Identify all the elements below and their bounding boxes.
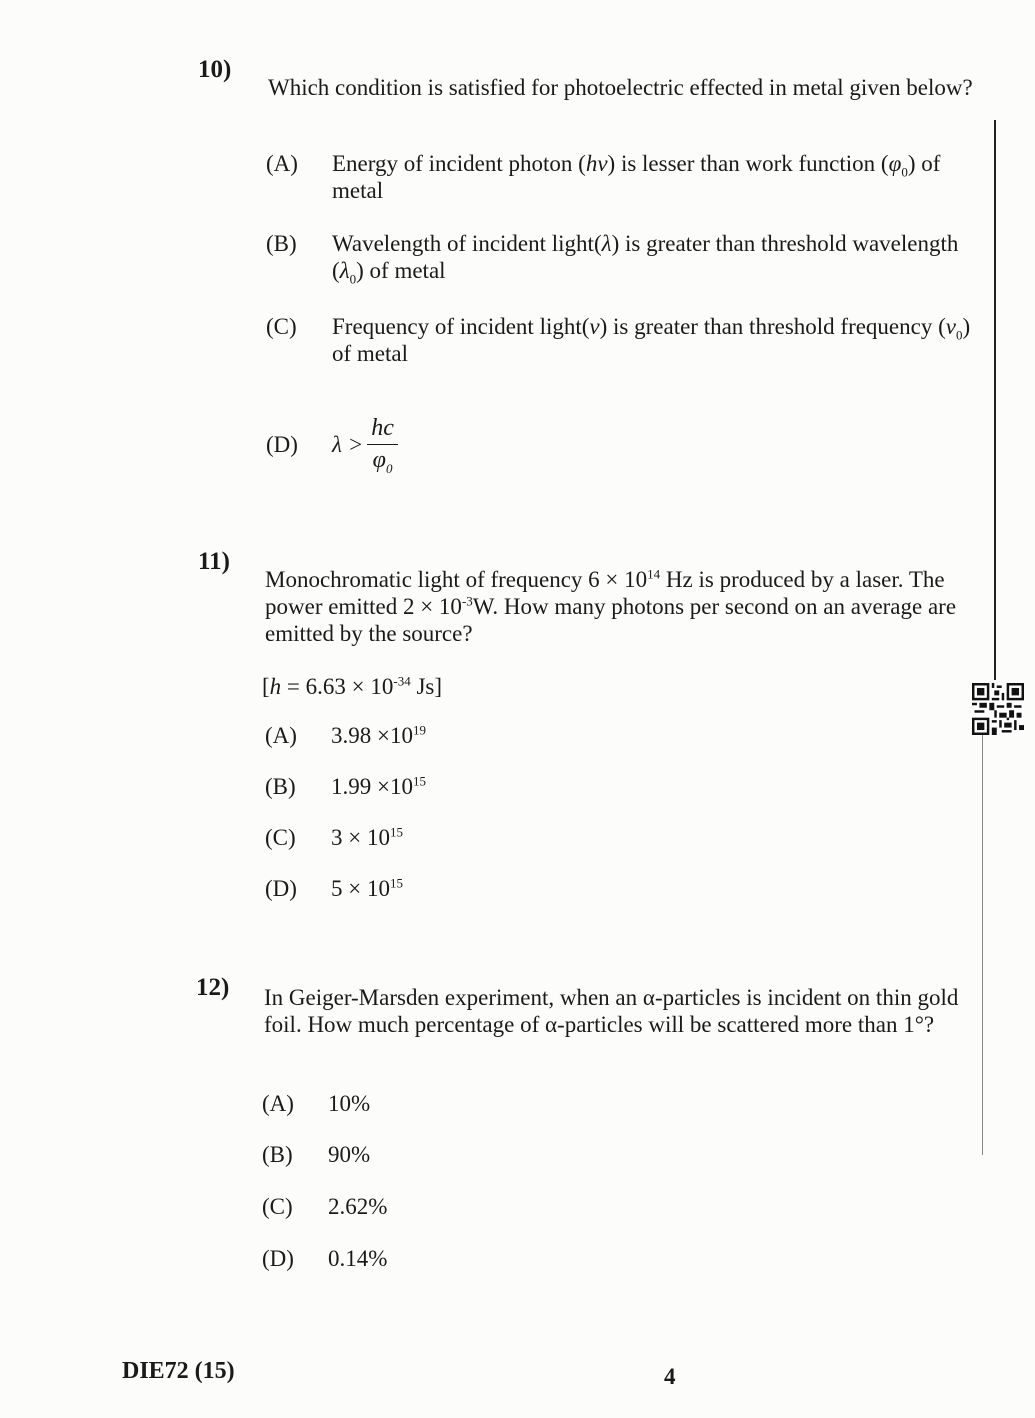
option-value: 3 × 10 [331, 825, 390, 850]
math-subscript: 0 [349, 271, 357, 287]
math-symbol: h [269, 674, 282, 699]
question-11-stem [265, 566, 975, 647]
question-12-number: 12) [196, 974, 230, 1001]
question-12-option-a [262, 1090, 370, 1117]
option-text: ) is greater than threshold frequency ( [599, 314, 946, 339]
option-value: 1.99 ×10 [331, 774, 413, 799]
math-symbol: φ [372, 447, 386, 473]
option-label: (A) [265, 723, 297, 748]
math-symbol: φ [888, 151, 902, 176]
option-text: ) is greater than threshold wavelength ( [332, 231, 959, 283]
math-symbol: λ [601, 231, 612, 256]
option-label: (C) [262, 1194, 293, 1219]
margin-rule [982, 735, 983, 1155]
exponent: -34 [393, 673, 411, 689]
stem-text: Monochromatic light of frequency 6 × 10 [265, 567, 648, 592]
option-label: (D) [265, 876, 297, 901]
footer-paper-code: DIE72 (15) [122, 1358, 235, 1384]
option-value: 3.98 ×10 [331, 723, 413, 748]
math-subscript: 0 [955, 327, 963, 343]
option-label: (D) [262, 1246, 294, 1271]
stem-text: Hz is produced by a laser. The power emitted 2 × 10 [265, 567, 945, 619]
option-label: (A) [266, 151, 298, 176]
constant-text: Js] [410, 674, 443, 699]
option-text: Wavelength of incident light( [332, 231, 602, 256]
option-label: (C) [266, 314, 297, 339]
option-label: (B) [265, 774, 296, 799]
math-subscript: 0 [385, 460, 393, 476]
question-12-option-b [262, 1141, 370, 1168]
option-label: (B) [266, 231, 297, 256]
math-lhs: λ > [332, 432, 364, 457]
option-label: (A) [262, 1091, 294, 1116]
exponent: -3 [461, 593, 473, 609]
question-10-stem: Which condition is satisfied for photoelectric effected in metal given below? [268, 75, 973, 100]
question-11-option-b [265, 773, 426, 800]
math-symbol: ν [589, 314, 600, 339]
stem-text: W. How many photons per second on an average are emitted by the source? [265, 594, 957, 646]
question-10-option-c [266, 313, 972, 367]
question-11-option-d [265, 875, 403, 902]
fraction-numerator: hc [367, 415, 398, 445]
math-symbol: hν [585, 151, 608, 176]
question-12-option-c [262, 1193, 387, 1220]
option-text: ) is lesser than work function ( [607, 151, 889, 176]
option-label: (C) [265, 825, 296, 850]
question-11-option-a [265, 722, 426, 749]
question-10-option-b [266, 230, 972, 287]
option-label: (B) [262, 1142, 293, 1167]
qr-code-icon [972, 683, 1024, 735]
footer-page-number: 4 [664, 1364, 676, 1389]
math-symbol: λ [339, 258, 350, 283]
option-value: 0.14% [328, 1246, 388, 1271]
constant-text: = 6.63 × 10 [281, 674, 394, 699]
math-subscript: 0 [901, 164, 908, 180]
option-value: 2.62% [328, 1194, 388, 1219]
exponent: 15 [412, 773, 426, 789]
exponent: 14 [647, 566, 661, 582]
margin-rule [994, 120, 996, 680]
question-12-option-d [262, 1245, 387, 1272]
option-label: (D) [266, 432, 298, 457]
question-10-option-d [266, 415, 398, 474]
option-value: 10% [328, 1091, 371, 1116]
math-symbol: ν [945, 314, 956, 339]
option-text: ) of metal [332, 151, 941, 203]
option-text: ) of metal [332, 314, 971, 366]
exponent: 15 [389, 824, 403, 840]
question-10-number: 10) [198, 56, 232, 83]
option-value: 5 × 10 [331, 876, 390, 901]
option-text: Frequency of incident light( [332, 314, 590, 339]
question-12-stem: In Geiger-Marsden experiment, when an α-particles is incident on thin gold foil. How much percentage of α-particles will be scattered more than 1°? [264, 985, 959, 1037]
option-text: Energy of incident photon ( [332, 151, 586, 176]
fraction-denominator [373, 445, 393, 474]
question-11-constant [262, 673, 442, 700]
option-value: 90% [328, 1142, 371, 1167]
option-text: ) of metal [356, 258, 446, 283]
question-11-number: 11) [198, 548, 230, 575]
exponent: 15 [389, 875, 403, 891]
question-10-option-a [266, 150, 972, 204]
question-11-option-c [265, 824, 403, 851]
exponent: 19 [412, 722, 426, 738]
fraction [367, 415, 398, 474]
constant-text: [ [262, 674, 270, 699]
